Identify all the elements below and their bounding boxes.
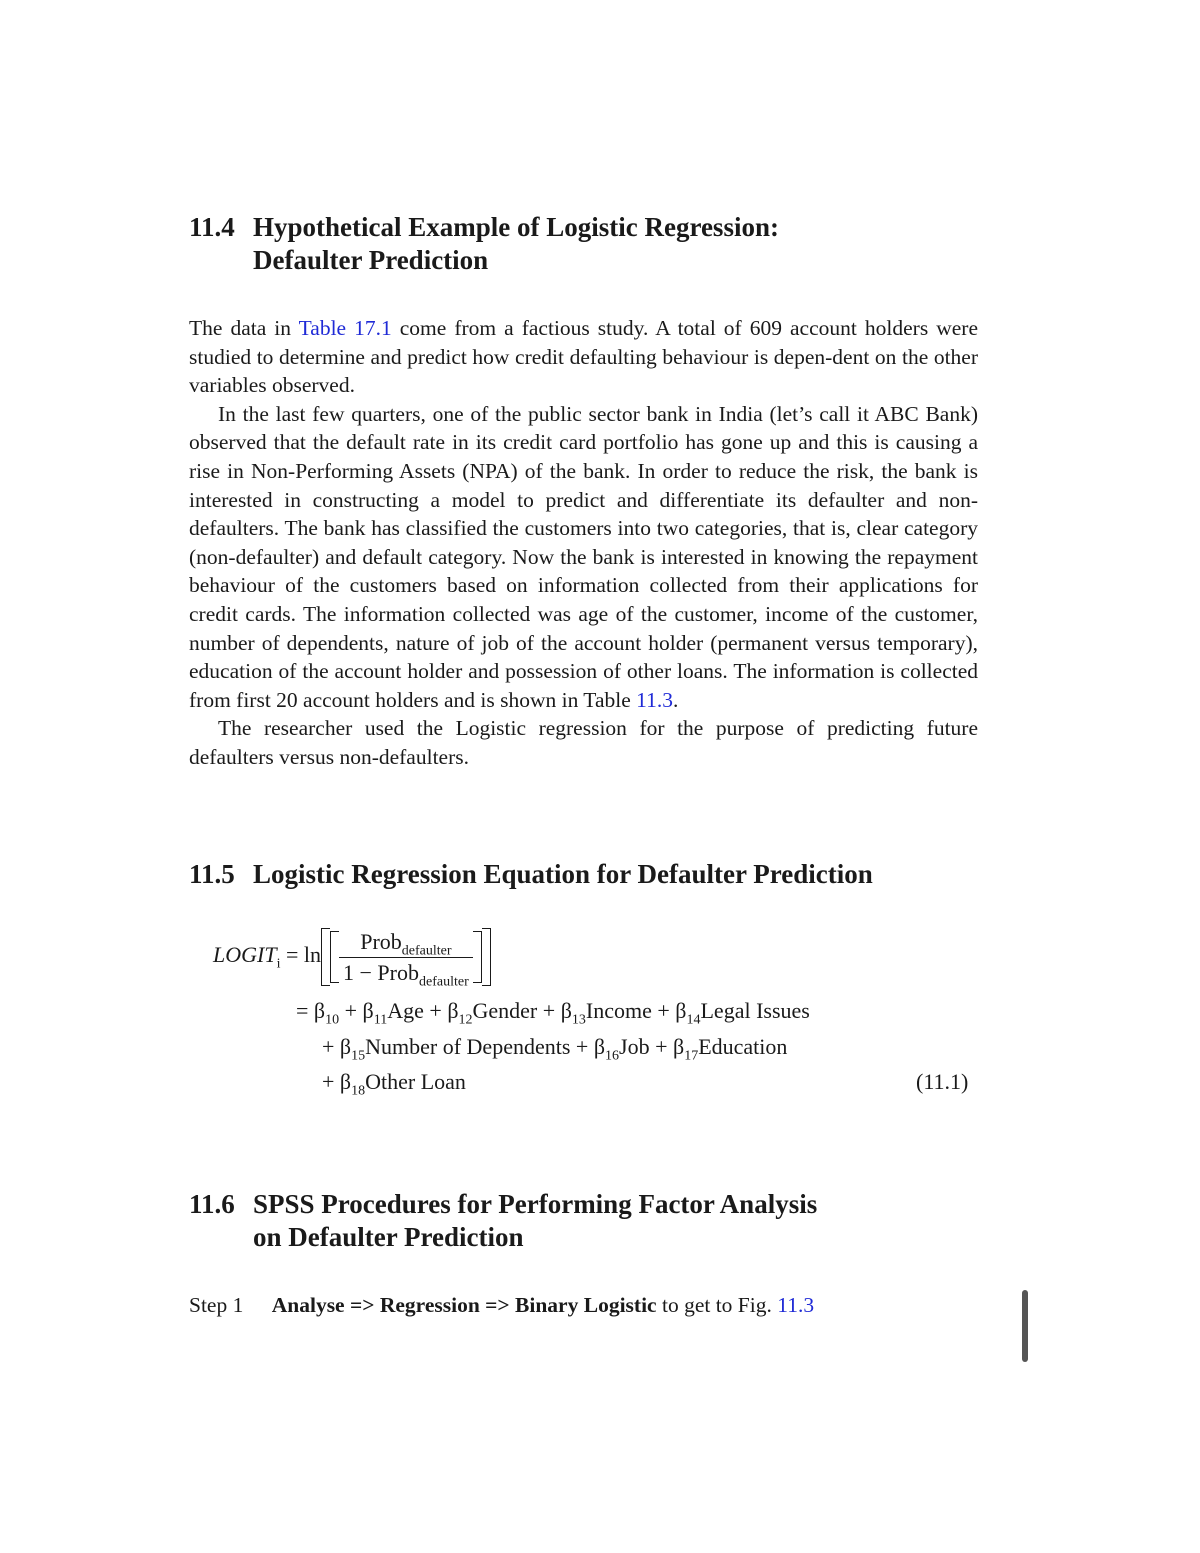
right-bracket-outer <box>482 928 491 986</box>
beta-symbol: β <box>560 998 572 1023</box>
plus-sign: + <box>655 1034 668 1059</box>
beta-symbol: β <box>675 998 687 1023</box>
section-title-line2: on Defaulter Prediction <box>253 1222 524 1252</box>
subscript: defaulter <box>418 973 469 989</box>
text-run: In the last few quarters, one of the public sector bank in India (let’s call it ABC Bank) observed that the default rate in its credit card portfolio has gone up and this is causing a rise in Non-Performing Assets (NPA) of the bank. In order to reduce the risk, the bank is interested in constructing a model to predict and differentiate its defaulter and non-defaulters. The bank has classified the customers into two categories, that is, clear category (non-defaulter) and default category. Now the bank is interested in knowing the repayment behaviour of the customers based on information collected from their applications for credit cards. The information collected was age of the customer, income of the customer, number of dependents, nature of job of the account holder (permanent versus temporary), education of the account holder and possession of other loans. The information is collected from first 20 account holders and is shown in Table <box>189 401 978 712</box>
step-label: Step 1 <box>189 1293 244 1317</box>
subscript: 17 <box>684 1048 699 1064</box>
subscript: 14 <box>686 1012 701 1028</box>
subscript: defaulter <box>401 942 452 958</box>
plus-sign: + <box>575 1034 589 1059</box>
beta-symbol: β <box>673 1034 685 1059</box>
term-label: Income <box>585 998 652 1023</box>
table-11-3-link[interactable]: 11.3 <box>636 687 673 712</box>
scrollbar-thumb[interactable] <box>1022 1290 1028 1362</box>
text-run: 1 − Prob <box>343 959 419 985</box>
section-number: 11.4 <box>189 212 235 242</box>
plus-sign: + <box>344 998 358 1023</box>
equals-sign: = <box>285 942 299 968</box>
paragraph-1 <box>189 314 978 400</box>
subscript: 10 <box>325 1012 340 1028</box>
subscript: 15 <box>351 1048 366 1064</box>
plus-sign: + <box>322 1034 335 1059</box>
term-label: Legal Issues <box>700 998 810 1023</box>
section-title-line2: Defaulter Prediction <box>253 245 489 275</box>
paragraph-2 <box>189 400 978 715</box>
section-title-line1: Hypothetical Example of Logistic Regression: <box>253 212 779 242</box>
plus-sign: + <box>322 1069 335 1094</box>
probability-fraction <box>339 928 473 989</box>
left-bracket-outer <box>321 928 330 986</box>
term-label: Number of Dependents <box>365 1034 571 1059</box>
body-text <box>189 314 978 772</box>
equation-line-2 <box>296 998 810 1028</box>
section-title-line1: SPSS Procedures for Performing Factor Analysis <box>253 1189 818 1219</box>
plus-sign: + <box>429 998 442 1023</box>
table-17-1-link[interactable]: Table 17.1 <box>298 316 392 340</box>
plus-sign: + <box>657 998 670 1023</box>
figure-11-3-link[interactable]: 11.3 <box>777 1293 815 1317</box>
beta-symbol: β <box>313 998 326 1023</box>
term-label: Education <box>698 1034 788 1059</box>
subscript: 12 <box>458 1012 473 1028</box>
ln-operator: ln <box>303 942 322 968</box>
section-heading-11-4 <box>189 211 989 277</box>
section-title: Logistic Regression Equation for Defaulter Prediction <box>253 859 873 889</box>
equals-sign: = <box>296 998 309 1023</box>
section-heading-11-5 <box>189 858 989 891</box>
text-run: The data in <box>189 316 299 340</box>
term-label: Job <box>619 1034 650 1059</box>
section-number: 11.5 <box>189 859 235 889</box>
term-label: Age <box>387 998 424 1023</box>
logit-symbol: LOGIT <box>213 942 277 968</box>
equation-line-4 <box>322 1069 466 1099</box>
beta-symbol: β <box>447 998 459 1023</box>
term-label: Other Loan <box>365 1069 466 1094</box>
subscript: i <box>276 956 281 972</box>
subscript: 18 <box>351 1083 366 1099</box>
beta-symbol: β <box>339 1069 352 1094</box>
left-bracket-inner <box>330 931 339 983</box>
menu-path: Analyse => Regression => Binary Logistic <box>271 1293 657 1317</box>
equation-line-3 <box>322 1034 788 1064</box>
equation-number: (11.1) <box>916 1069 969 1094</box>
beta-symbol: β <box>593 1034 606 1059</box>
text-run: come from a factious study. A total of 609 account holders were studied to determine and predict how credit defaulting behaviour is depen-dent on the other variables observed. <box>189 316 978 398</box>
fraction-denominator <box>339 958 473 989</box>
right-bracket-inner <box>473 931 482 983</box>
step-1 <box>189 1291 814 1319</box>
beta-symbol: β <box>339 1034 352 1059</box>
subscript: 16 <box>605 1048 620 1064</box>
section-heading-11-6 <box>189 1188 989 1254</box>
subscript: 13 <box>571 1012 586 1028</box>
plus-sign: + <box>542 998 556 1023</box>
text-run: Prob <box>360 928 402 954</box>
subscript: 11 <box>373 1012 388 1028</box>
paragraph-3: The researcher used the Logistic regression for the purpose of predicting future defaulters versus non-defaulters. <box>189 716 978 769</box>
section-number: 11.6 <box>189 1189 235 1219</box>
text-run: . <box>672 687 679 712</box>
term-label: Gender <box>472 998 538 1023</box>
equation-line-1 <box>213 928 491 989</box>
beta-symbol: β <box>362 998 374 1023</box>
text-run: to get to Fig. <box>656 1293 778 1317</box>
fraction-numerator <box>339 929 473 958</box>
